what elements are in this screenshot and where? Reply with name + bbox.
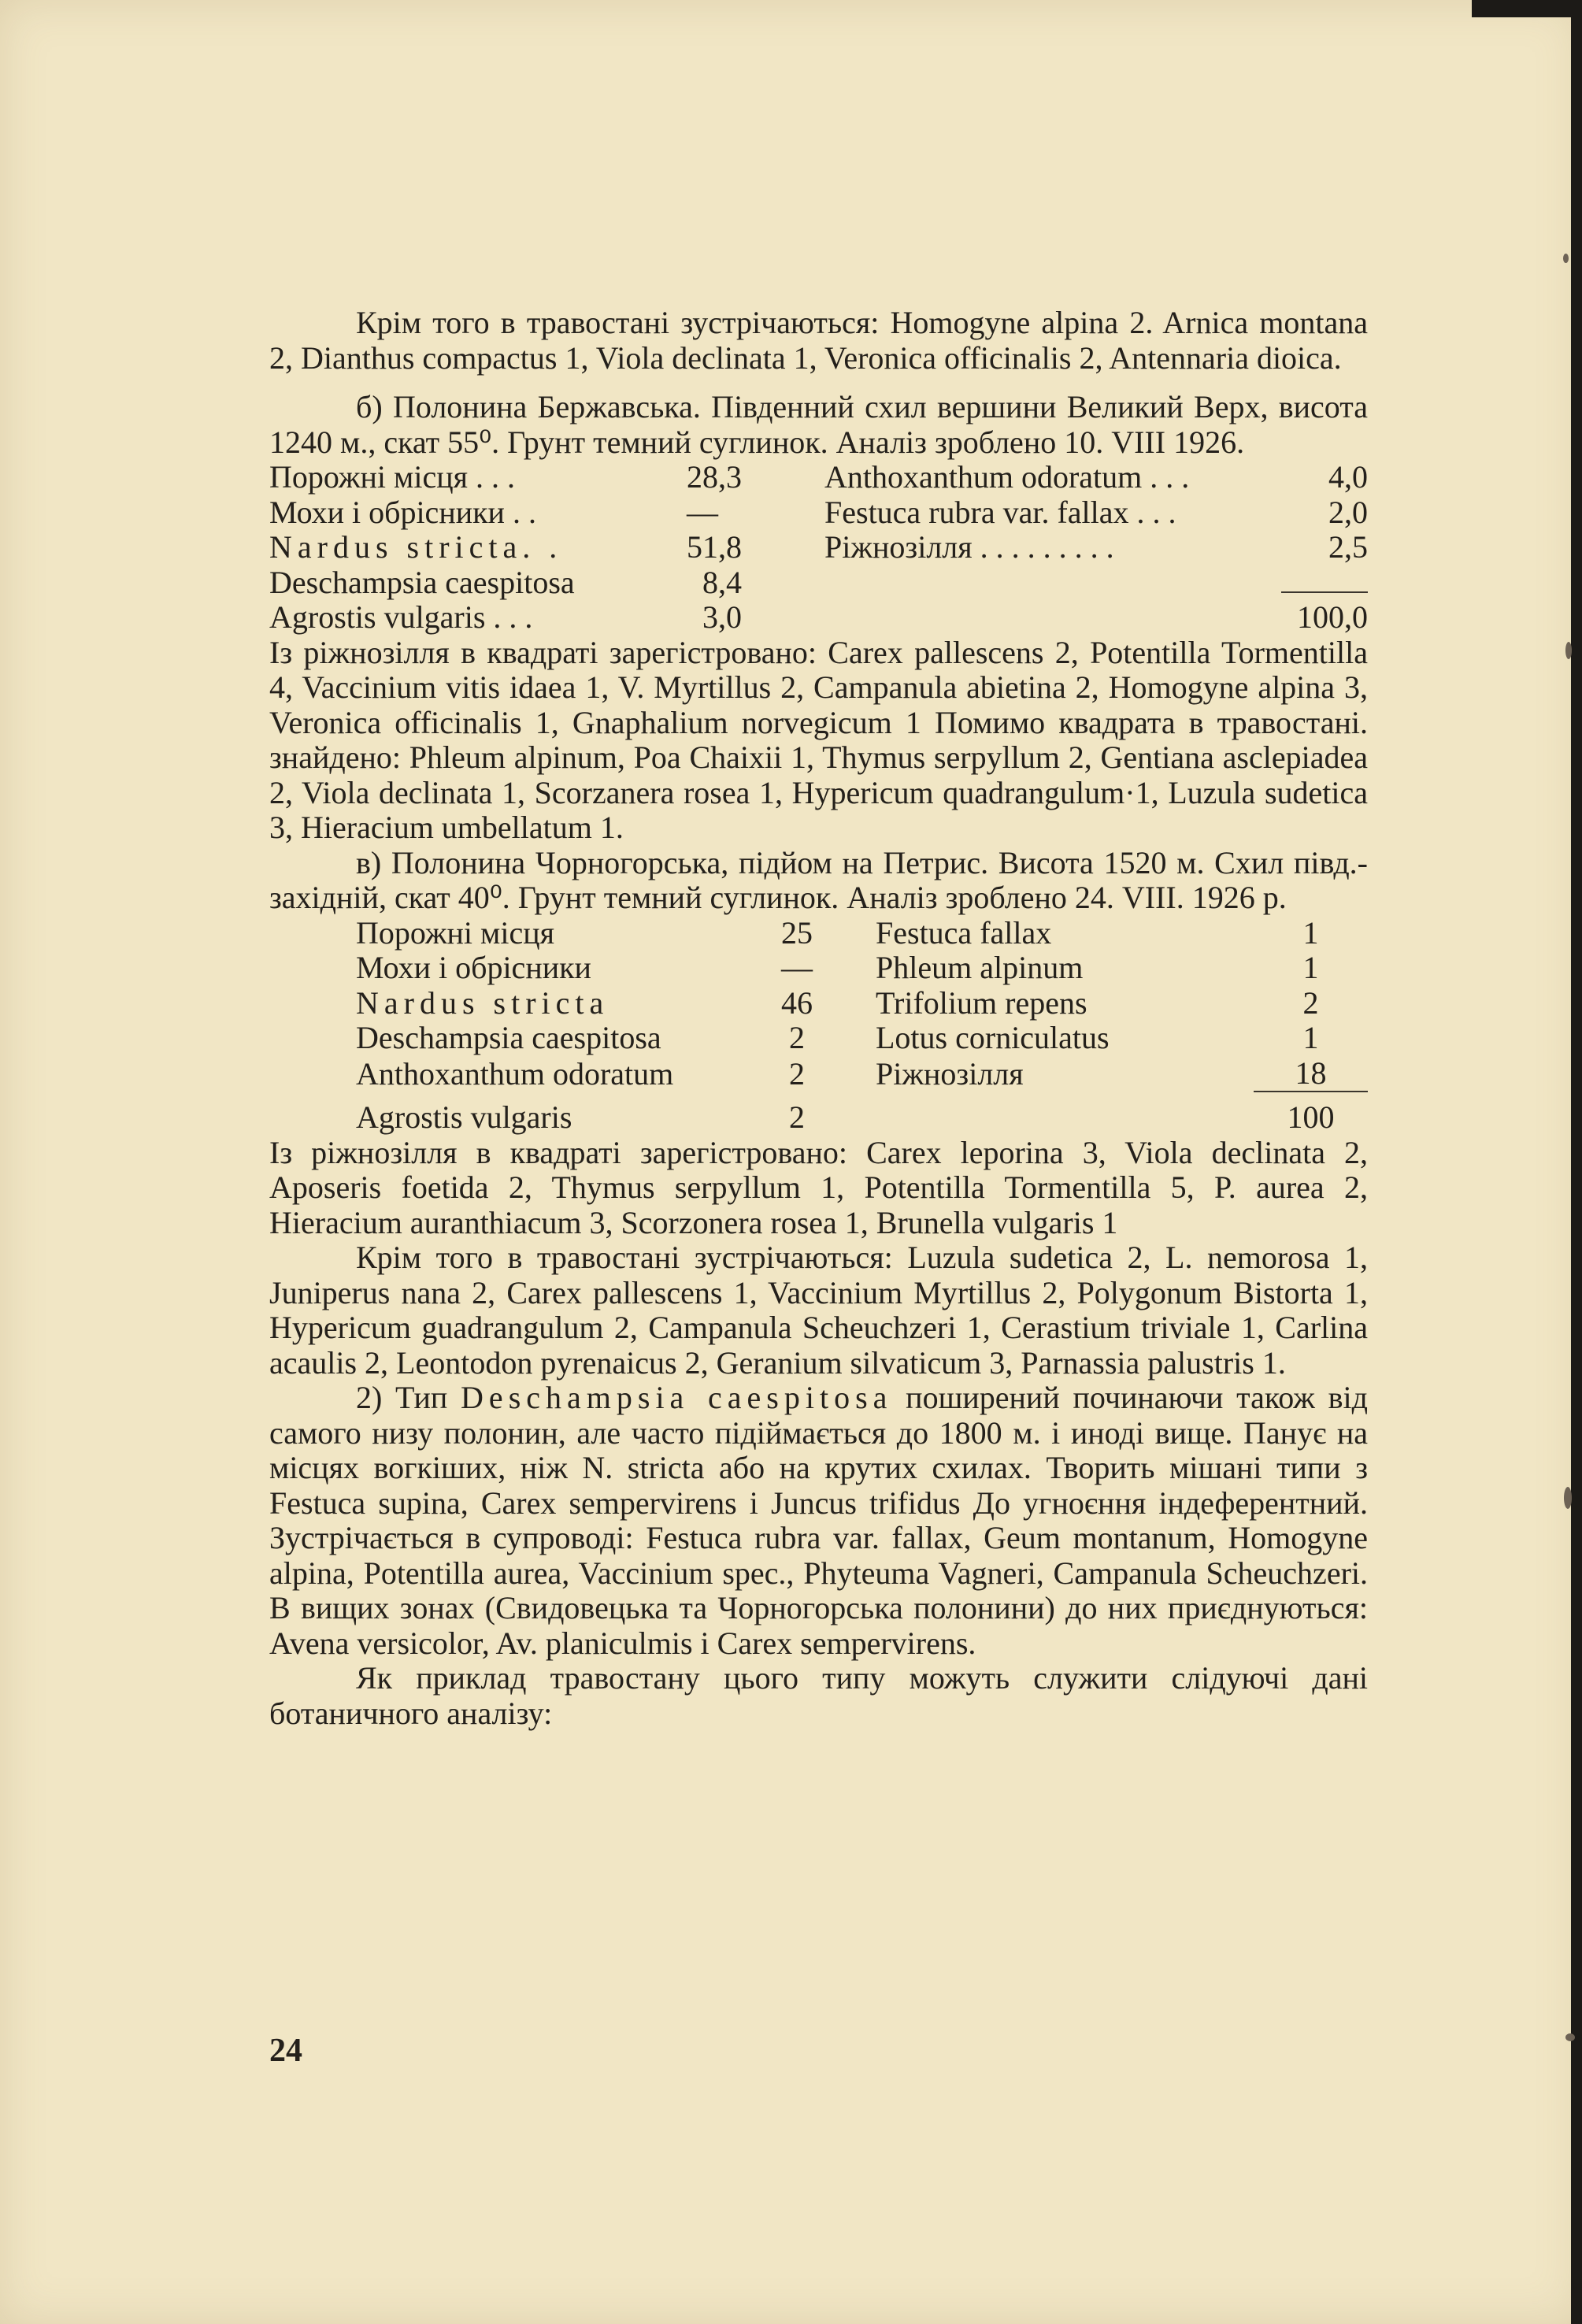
table1-right-label: Anthoxanthum odoratum . . . bbox=[824, 459, 1190, 495]
table1-right-label: Ріжнозілля . . . . . . . . . bbox=[824, 529, 1114, 565]
table1-right-value: 4,0 bbox=[1328, 459, 1368, 495]
table2-left-label: Deschampsia caespitosa bbox=[356, 1020, 661, 1055]
table1-right-value: 2,0 bbox=[1328, 494, 1368, 530]
table1-right-value: 2,5 bbox=[1328, 529, 1368, 565]
table-row bbox=[269, 460, 1368, 495]
table1-left-value: 3,0 bbox=[702, 599, 742, 635]
table1-total: 100,0 bbox=[1297, 599, 1368, 635]
table2-left-value: 2 bbox=[789, 1020, 805, 1055]
table-row bbox=[356, 1092, 1368, 1136]
paragraph-1: Крім того в травостані зустрічаються: Homogyne alpina 2. Arnica montana 2, Dianthus compactus 1, Viola declinata 1, Veronica officinalis 2, Antennaria dioica. bbox=[269, 305, 1368, 376]
table-row bbox=[356, 986, 1368, 1021]
table2-left-value: 25 bbox=[781, 914, 813, 951]
page-edge-shadow bbox=[1571, 0, 1582, 2324]
table2-left-value: — bbox=[781, 950, 813, 985]
table2-right-label: Festuca fallax bbox=[876, 914, 1052, 951]
table-row bbox=[269, 600, 1368, 636]
scan-speck bbox=[1564, 1487, 1572, 1509]
table1-left-label: Порожні місця . . . bbox=[269, 459, 516, 495]
table2-left-label: Nardus stricta bbox=[356, 984, 609, 1021]
table-row bbox=[269, 530, 1368, 565]
paragraph-5: Із ріжнозілля в квадраті зарегістровано: Carex leporina 3, Viola declinata 2, Aposeris foetida 2, Thymus serpyllum 1, Potentilla Tormentilla 5, P. aurea 2, Hieracium auranthiacum 3, Scorzonera rosea 1, Brunella vulgaris 1 bbox=[269, 1134, 1368, 1240]
paragraph-7-rest: поширений починаючи також від самого низу полонин, але часто підіймається до 1800 м. і иноді вище. Панує на місцях вогкіших, ніж N. stricta або на крутих схилах. Творить мішані типи з Festuca supina, Carex sempervirens і Juncus trifidus До угноєння індеферентний. Зустрічається в супроводі: Festuca rubra var. fallax, Geum montanum, Homogyne alpina, Potentilla aurea, Vaccinium spec., Phyteuma Vagneri, Campanula Scheuchzeri. В вищих зонах (Свидовецька та Чорногорська полонини) до них приєднуються: Avena versicolor, Av. planiculmis і Carex sempervirens. bbox=[269, 1380, 1368, 1661]
table2-right-value: 2 bbox=[1302, 984, 1319, 1021]
analysis-table-2 bbox=[356, 916, 1368, 1136]
species-name-spaced: Deschampsia caespitosa bbox=[461, 1380, 893, 1415]
paragraph-7-start: 2) Тип bbox=[356, 1380, 448, 1415]
table1-left-label: Agrostis vulgaris . . . bbox=[269, 599, 533, 635]
table-row bbox=[356, 1021, 1368, 1056]
table1-left-label: Deschampsia caespitosa bbox=[269, 564, 575, 600]
table2-right-value: 1 bbox=[1302, 1020, 1319, 1055]
table2-right-label: Lotus corniculatus bbox=[876, 1020, 1110, 1055]
text-column bbox=[269, 306, 1368, 1731]
table2-right-label: Trifolium repens bbox=[876, 984, 1087, 1021]
paragraph-4: в) Полонина Чорногорська, підйом на Петрис. Висота 1520 м. Схил півд.-західній, скат 40⁰. Грунт темний суглинок. Аналіз зроблено 24. VIII. 1926 р. bbox=[269, 844, 1368, 915]
table-row bbox=[269, 495, 1368, 531]
table2-total: 100 bbox=[1287, 1099, 1335, 1135]
table-row bbox=[356, 1056, 1368, 1092]
paragraph-6: Крім того в травостані зустрічаються: Luzula sudetica 2, L. nemorosa 1, Juniperus nana 2, Carex pallescens 1, Vaccinium Myrtillus 2, Polygonum Bistorta 1, Hypericum guadrangulum 2, Campanula Scheuchzeri 1, Cerastium triviale 1, Carlina acaulis 2, Leontodon pyrenaicus 2, Geranium silvaticum 3, Parnassia palustris 1. bbox=[269, 1240, 1368, 1381]
table-row bbox=[356, 916, 1368, 951]
scan-speck bbox=[1565, 642, 1572, 659]
table1-left-label: Nardus stricta. . bbox=[269, 529, 563, 565]
table2-right-label: Ріжнозілля bbox=[876, 1055, 1024, 1092]
table1-right-label: Festuca rubra var. fallax . . . bbox=[824, 494, 1176, 530]
table2-left-label: Порожні місця bbox=[356, 914, 555, 951]
table2-right-value: 18 bbox=[1254, 1056, 1368, 1092]
table1-left-value: — bbox=[687, 494, 718, 530]
table1-left-value: 28,3 bbox=[687, 459, 742, 495]
table2-left-value: 2 bbox=[789, 1099, 805, 1135]
table2-right-value: 1 bbox=[1302, 950, 1319, 985]
page-corner-shadow bbox=[1472, 0, 1582, 17]
table2-right-label: Phleum alpinum bbox=[876, 950, 1084, 985]
table2-left-label: Anthoxanthum odoratum bbox=[356, 1055, 674, 1092]
scan-speck bbox=[1563, 254, 1569, 263]
table-row bbox=[269, 565, 1368, 601]
paragraph-2: б) Полонина Бержавська. Південний схил вершини Великий Верх, висота 1240 м., скат 55⁰. Грунт темний суглинок. Аналіз зроблено 10. VIII 1926. bbox=[269, 389, 1368, 460]
table-row bbox=[356, 951, 1368, 986]
paragraph-7 bbox=[269, 1381, 1368, 1661]
scan-speck bbox=[1565, 2033, 1575, 2041]
table2-left-label: Мохи і обрісники bbox=[356, 950, 591, 985]
paragraph-8: Як приклад травостану цього типу можуть служити слідуючі дані ботаничного аналізу: bbox=[269, 1660, 1368, 1731]
analysis-table-1 bbox=[269, 460, 1368, 636]
table2-right-value: 1 bbox=[1302, 914, 1319, 951]
table1-left-value: 8,4 bbox=[702, 564, 742, 600]
paragraph-3: Із ріжнозілля в квадраті зарегістровано: Carex pallescens 2, Potentilla Tormentilla 4, Vaccinium vitis idaea 1, V. Myrtillus 2, Campanula abietina 2, Homogyne alpina 3, Veronica officinalis 1, Gnaphalium norvegicum 1 Помимо квадрата в травостані. знайдено: Phleum alpinum, Poa Chaixii 1, Thymus serpyllum 2, Gentiana asclepiadea 2, Viola declinata 1, Scorzanera rosea 1, Hypericum quadrangulum·1, Luzula sudetica 3, Hieracium umbellatum 1. bbox=[269, 634, 1368, 845]
table2-left-value: 2 bbox=[789, 1055, 805, 1092]
table2-left-label: Agrostis vulgaris bbox=[356, 1099, 572, 1135]
table1-left-value: 51,8 bbox=[687, 529, 742, 565]
table1-left-label: Мохи і обрісники . . bbox=[269, 494, 536, 530]
sum-rule bbox=[1281, 591, 1368, 593]
table2-left-value: 46 bbox=[781, 984, 813, 1021]
page-number: 24 bbox=[269, 2033, 302, 2069]
